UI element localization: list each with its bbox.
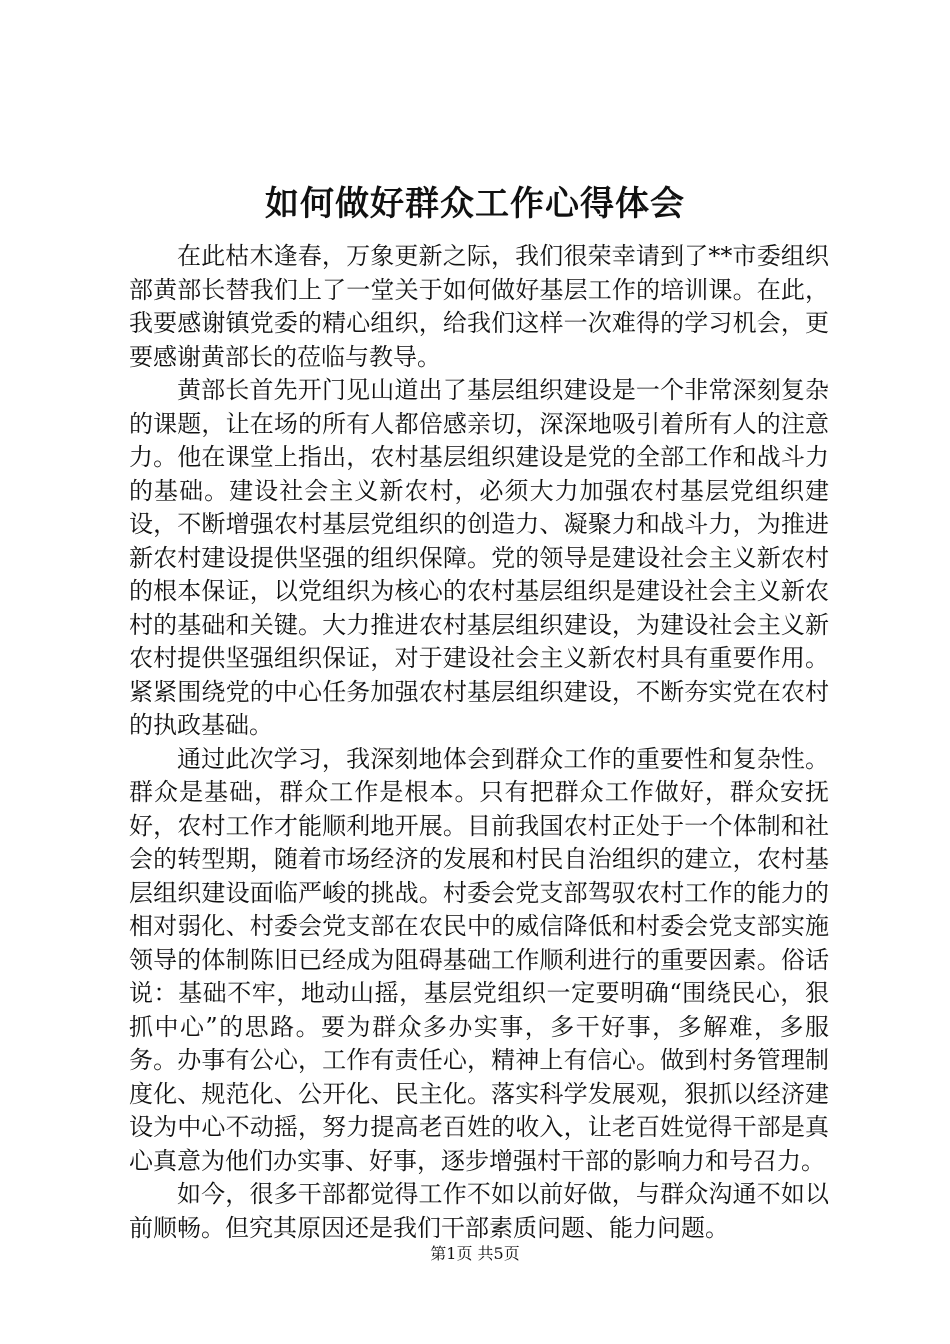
page-number: 第1页 共5页 [430, 1244, 520, 1263]
document-body [129, 240, 829, 1245]
paragraph-2: 黄部长首先开门见山道出了基层组织建设是一个非常深刻复杂的课题，让在场的所有人都倍感亲切，深深地吸引着所有人的注意力。他在课堂上指出，农村基层组织建设是党的全部工作和战斗力的基础。建设社会主义新农村，必须大力加强农村基层党组织建设，不断增强农村基层党组织的创造力、凝聚力和战斗力，为推进新农村建设提供坚强的组织保障。党的领导是建设社会主义新农村的根本保证，以党组织为核心的农村基层组织是建设社会主义新农村的基础和关键。大力推进农村基层组织建设，为建设社会主义新农村提供坚强组织保证，对于建设社会主义新农村具有重要作用。紧紧围绕党的中心任务加强农村基层组织建设，不断夯实党在农村的执政基础。 [129, 376, 829, 739]
paragraph-3: 通过此次学习，我深刻地体会到群众工作的重要性和复杂性。群众是基础，群众工作是根本。只有把群众工作做好，群众安抚好，农村工作才能顺利地开展。目前我国农村正处于一个体制和社会的转型期，随着市场经济的发展和村民自治组织的建立，农村基层组织建设面临严峻的挑战。村委会党支部驾驭农村工作的能力的相对弱化、村委会党支部在农民中的威信降低和村委会党支部实施领导的体制陈旧已经成为阻碍基础工作顺利进行的重要因素。俗话说：基础不牢，地动山摇，基层党组织一定要明确“围绕民心，狠抓中心”的思路。要为群众多办实事，多干好事，多解难，多服务。办事有公心，工作有责任心，精神上有信心。做到村务管理制度化、规范化、公开化、民主化。落实科学发展观，狠抓以经济建设为中心不动摇，努力提高老百姓的收入，让老百姓觉得干部是真心真意为他们办实事、好事，逐步增强村干部的影响力和号召力。 [129, 744, 829, 1175]
document-title: 如何做好群众工作心得体会 [265, 184, 685, 224]
paragraph-4: 如今，很多干部都觉得工作不如以前好做，与群众沟通不如以前顺畅。但究其原因还是我们干部素质问题、能力问题。 [129, 1180, 829, 1242]
paragraph-1: 在此枯木逢春，万象更新之际，我们很荣幸请到了**市委组织部黄部长替我们上了一堂关于如何做好基层工作的培训课。在此，我要感谢镇党委的精心组织，给我们这样一次难得的学习机会，更要感谢黄部长的莅临与教导。 [129, 242, 829, 371]
page-footer [0, 1243, 950, 1265]
